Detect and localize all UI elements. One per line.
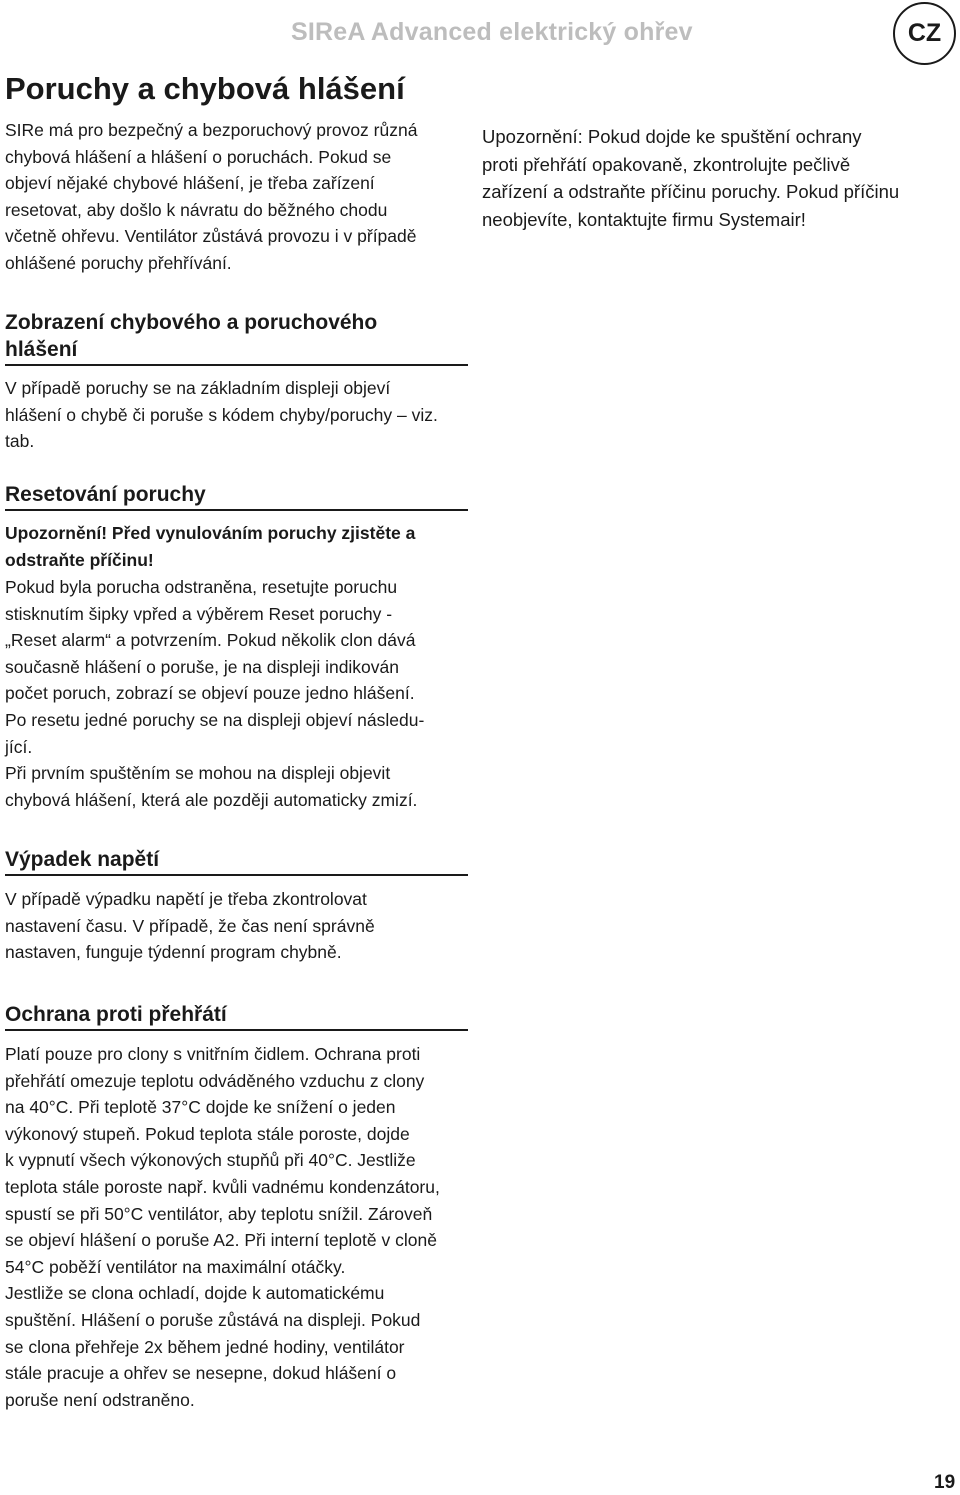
page-heading: Poruchy a chybová hlášení (5, 71, 405, 106)
section-body-overheat: Platí pouze pro clony s vnitřním čidlem. Ochrana proti přehřátí omezuje teplotu odváděného vzduchu z clony na 40°C. Při teplotě 37°C dojde ke snížení o jeden výkonový stupeň. Pokud teplota stále poroste, dojde k vypnutí všech výkonových stupňů při 40°C. Jestliže teplota stále poroste např. kvůli vadnému kondenzátoru, spustí se při 50°C ventilátor, aby teplotu snížil. Zároveň se objeví hlášení o poruše A2. Při interní teplotě v cloně 54°C poběží ventilátor na maximální otáčky. Jestliže se clona ochladí, dojde k automatickému spuštění. Hlášení o poruše zůstává na displeji. Pokud se clona přehřeje 2x během jedné hodiny, ventilátor stále pracuje a ohřev se nesepne, dokud hlášení o poruše není odstraněno. (5, 1044, 440, 1410)
intro-paragraph: SIRe má pro bezpečný a bezporuchový provoz různá chybová hlášení a hlášení o poruchách. Pokud se objeví nějaké chybové hlášení, je třeba zařízení resetovat, aby došlo k návratu do běžného chodu včetně ohřevu. Ventilátor zůstává provozu i v případě ohlášené poruchy přehřívání. (5, 120, 418, 273)
reset-warning-text: Upozornění! Před vynulováním poruchy zjistěte a odstraňte příčinu! (5, 523, 416, 570)
section-heading-voltage: Výpadek napětí (5, 846, 468, 876)
section-heading-overheat: Ochrana proti přehřátí (5, 1001, 468, 1031)
document-header-title: SIReA Advanced elektrický ohřev (291, 18, 693, 46)
section-heading-reset: Resetování poruchy (5, 481, 468, 511)
overheat-warning-paragraph: Upozornění: Pokud dojde ke spuštění ochrany proti přehřátí opakovaně, zkontrolujte pečlivě zařízení a odstraňte příčinu poruchy. Pokud příčinu neobjevíte, kontaktujte firmu Systemair! (482, 126, 900, 230)
language-badge: CZ (893, 2, 956, 65)
page-number: 19 (934, 1472, 956, 1493)
section-body-voltage: V případě výpadku napětí je třeba zkontrolovat nastavení času. V případě, že čas není správně nastaven, funguje týdenní program chybně. (5, 889, 375, 963)
section-heading-display: Zobrazení chybového a poruchového hlášení (5, 309, 468, 366)
section-body-display: V případě poruchy se na základním displeji objeví hlášení o chybě či poruše s kódem chyby/poruchy – viz. tab. (5, 378, 438, 452)
section-body-reset: Pokud byla porucha odstraněna, resetujte poruchu stisknutím šipky vpřed a výběrem Reset poruchy - „Reset alarm“ a potvrzením. Pokud několik clon dává současně hlášení o poruše, je na displeji indikován počet poruch, zobrazí se objeví pouze jedno hlášení. Po resetu jedné poruchy se na displeji objeví následu- jící. Při prvním spuštěním se mohou na displeji objevit chybová hlášení, která ale později automaticky zmizí. (5, 577, 425, 810)
